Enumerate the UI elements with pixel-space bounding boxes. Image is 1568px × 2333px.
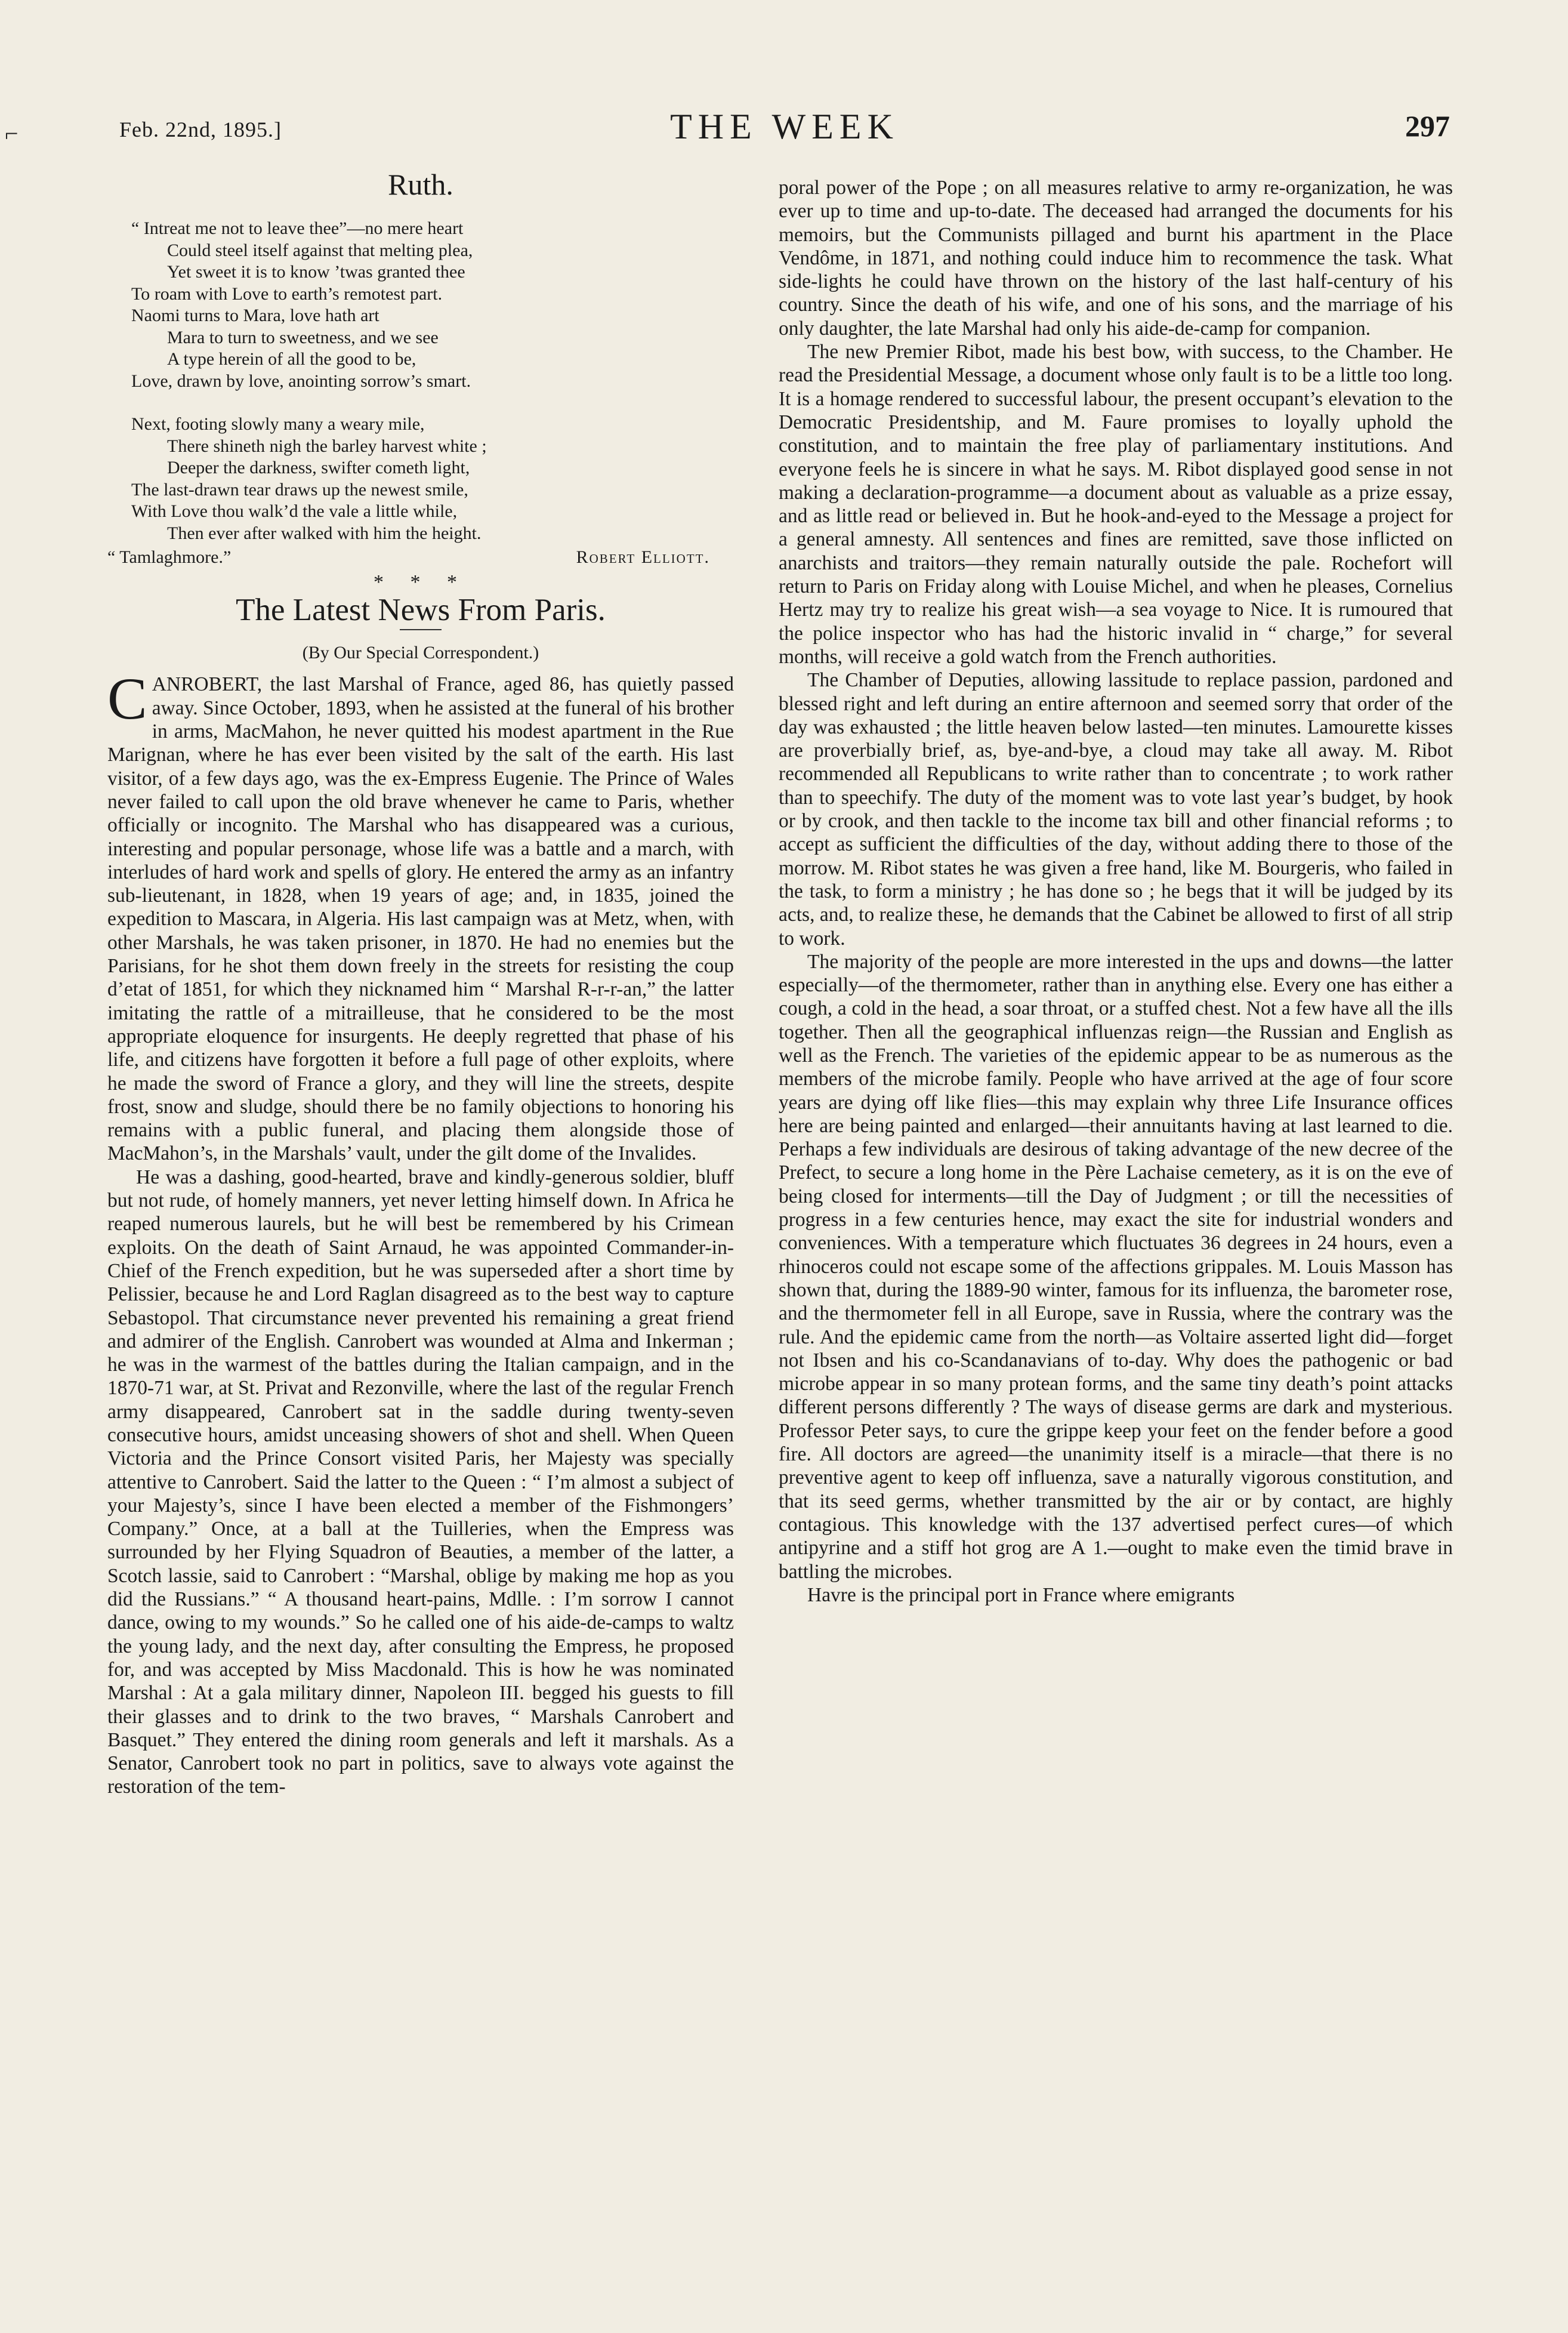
article-paragraph: The majority of the people are more interested in the ups and downs—the latter especially—of the thermometer, rather than in anything else. Every one has either a cough, a cold in the head, a soar throat, or a stuffed chest. Not a few have all the ills together. Then all the geographical influenzas reign—the Russian and English as well as the French. The varieties of the epidemic appear to be as numerous as the members of the microbe family. People who have arrived at the age of four score years are dying off like flies—this may explain why three Life Insurance offices here are being painted and enlarged—their annuitants having at last learned to die. Perhaps a few individuals are desirous of taking advantage of the new decree of the Prefect, to secure a long home in the Père Lachaise cemetery, as it is on the eve of being closed for interments—till the Day of Judgment ; or till the necessities of progress in a few centuries hence, may exact the site for industrial wonders and conveniences. With a temperature which fluctuates 36 degrees in 24 hours, even a rhinoceros could not escape some of the affections grippales. M. Louis Masson has shown that, during the 1889-90 winter, famous for its influenza, the barometer rose, and the thermometer fell in all Europe, save in Russia, where the contrary was the rule. And the epidemic came from the north—as Voltaire asserted light did—forget not Ibsen and his co-Scandanavians of to-day. Why does the pathogenic or bad microbe appear in so many protean forms, and the same tiny death’s point attacks different persons differently ? The ways of disease germs are dark and mysterious. Professor Peter says, to cure the grippe keep your feet on the fender before a good fire. All doctors are agreed—the unanimity itself is a miracle—that there is no preventive agent to keep off influenza, save a naturally vigorous constitution, and that its seed germs, whether transmitted by the air or by contact, are highly contagious. This knowledge with the 137 advertised perfect cures—of which antipyrine and a stiff hot grog are A 1.—ought to make even the timid brave in battling the microbes. <box>779 950 1453 1583</box>
article-paragraph: He was a dashing, good-hearted, brave and kindly-generous soldier, bluff but not rude, of homely manners, yet never letting himself down. In Africa he reaped numerous laurels, but he will best be remembered by his Crimean exploits. On the death of Saint Arnaud, he was appointed Commander-in-Chief of the French expedition, but he was superseded after a short time by Pelissier, because he and Lord Raglan disagreed as to the best way to capture Sebastopol. That circumstance never prevented his remaining a great friend and admirer of the English. Canrobert was wounded at Alma and Inkerman ; he was in the warmest of the battles during the Italian campaign, and in the 1870-71 war, at St. Privat and Rezonville, where the last of the regular French army disappeared, Canrobert sat in the saddle during twenty-seven consecutive hours, amidst unceasing showers of shot and shell. When Queen Victoria and the Prince Consort visited Paris, her Majesty was specially attentive to Canrobert. Said the latter to the Queen : “ I’m almost a subject of your Majesty’s, since I have been elected a member of the Fishmongers’ Company.” Once, at a ball at the Tuilleries, when the Empress was surrounded by her Flying Squadron of Beauties, a member of the latter, a Scotch lassie, said to Canrobert : “Marshal, oblige by making me hop as you did the Russians.” “ A thousand heart-pains, Mdlle. : I’m sorrow I cannot dance, owing to my wounds.” So he called one of his aide-de-camps to waltz the young lady, and the next day, after consulting the Empress, he proposed for, and was accepted by Miss Macdonald. This is how he was nominated Marshal : At a gala military dinner, Napoleon III. begged his guests to fill their glasses and to drink to the two braves, “ Marshals Canrobert and Basquet.” They entered the dining room generals and left it marshals. As a Senator, Canrobert took no part in politics, save to always vote against the restoration of the tem- <box>107 1166 734 1798</box>
poem-place: “ Tamlaghmore.” <box>107 547 232 568</box>
poem-line: Next, footing slowly many a weary mile, <box>131 414 425 434</box>
article-byline: (By Our Special Correspondent.) <box>302 643 539 663</box>
article-title: The Latest News From Paris. <box>236 592 606 627</box>
poem-author: Robert Elliott. <box>576 547 710 568</box>
title-rule <box>400 629 442 630</box>
paragraph-text: ANROBERT, the last Marshal of France, aged 86, has quietly passed away. Since October, 1893, when he assisted at the funeral of his brother in arms, MacMahon, he never quitted his modest apartment in the Rue Marignan, where he has ever been visited by the salt of the earth. His last visitor, of a few days ago, was the ex-Empress Eugenie. The Prince of Wales never failed to call upon the old brave whenever he came to Paris, whether officially or incognito. The Marshal who has disappeared was a curious, interesting and popular personage, whose life was a battle and a march, with interludes of hard work and spells of glory. He entered the army as an infantry sub-lieutenant, in 1828, when 19 years of age; and, in 1835, joined the expedition to Mascara, in Algeria. His last campaign was at Metz, when, with other Marshals, he was taken prisoner, in 1870. He had no enemies but the Parisians, for he shot them down freely in the streets for resisting the coup d’etat of 1851, for which they nicknamed him “ Marshal R-r-r-an,” the latter imitating the rattle of a mitrailleuse, that he considered to be the most appropriate eloquence for insurgents. He deeply regretted that phase of his life, and citizens have forgotten it before a full page of other exploits, where he made the sword of France a glory, and they will line the streets, despite frost, snow and sludge, should there be no family objections to honoring his remains with a public funeral, and placing them alongside those of MacMahon’s, in the Marshals’ vault, under the gilt dome of the Invalides. <box>107 673 734 1165</box>
article-paragraph: Havre is the principal port in France where emigrants <box>807 1583 1235 1606</box>
poem-line: Naomi turns to Mara, love hath art <box>131 306 379 326</box>
drop-cap: C <box>107 665 147 732</box>
article-paragraph <box>107 665 734 1165</box>
header-page-number: 297 <box>1405 109 1450 143</box>
poem-line: Could steel itself against that melting plea, <box>167 240 473 260</box>
poem-line: The last-drawn tear draws up the newest smile, <box>131 479 468 500</box>
article-paragraph: The new Premier Ribot, made his best bow, with success, to the Chamber. He read the Presidential Message, a document whose only fault is to be a little too long. It is a homage rendered to successful labour, the present occupant’s elevation to the Democratic Presidentship, and M. Faure promises to loyally uphold the constitution, and to maintain the free play of parliamentary institutions. And everyone feels he is sincere in what he says. M. Ribot displayed good sense in not making a declaration-programme—a document about as valuable as a prize essay, and as little read or believed in. But he hook-and-eyed to the Message a project for a general amnesty. All sentences and fines are remitted, save those inflicted on anarchists and traitors—they remain naturally outside the pale. Rochefort will return to Paris on Friday along with Louise Michel, and when he pleases, Cornelius Hertz may try to realize his great wish—a sea voyage to Nice. It is rumoured that the police inspector who has had the historic invalid in “ charge,” for several months, will receive a gold watch from the French authorities. <box>779 341 1453 668</box>
poem-line: Love, drawn by love, anointing sorrow’s smart. <box>131 371 471 391</box>
binding-mark: ⌐ <box>5 120 18 147</box>
poem <box>131 218 734 544</box>
right-column <box>779 176 1453 1607</box>
header-title: THE WEEK <box>670 107 899 146</box>
article-paragraph: The Chamber of Deputies, allowing lassitude to replace passion, pardoned and blessed right and left during an entire afternoon and seemed sorry that order of the day was exhausted ; the little heaven below lasted—ten minutes. Lamourette kisses are proverbially brief, as, bye-and-bye, a cloud may take all away. M. Ribot recommended all Republicans to write rather than to concentrate ; to work rather than to speechify. The duty of the moment was to vote last year’s budget, by hook or by crook, and then tackle to the income tax bill and other financial reforms ; to accept as sufficient the difficulties of the day, without adding there to those of the morrow. M. Ribot states he was given a free hand, like M. Bourgeris, who failed in the task, to form a ministry ; he has done so ; he begs that it will be judged by its acts, and, to realize these, he demands that the Cabinet be allowed to first of all strip to work. <box>779 669 1453 950</box>
poem-line: There shineth nigh the barley harvest white ; <box>167 436 487 456</box>
poem-line: Mara to turn to sweetness, and we see <box>167 327 439 347</box>
poem-line: Then ever after walked with him the height. <box>167 523 481 543</box>
poem-line: A type herein of all the good to be, <box>167 349 416 369</box>
poem-line: “ Intreat me not to leave thee”—no mere heart <box>131 218 464 239</box>
poem-signature <box>107 546 734 569</box>
poem-line: Deeper the darkness, swifter cometh light, <box>167 458 470 478</box>
article-paragraph: poral power of the Pope ; on all measures relative to army re-organization, he was ever up to time and up-to-date. The deceased had arranged the documents for his memoirs, but the Communists pillaged and burnt his apartment in the Place Vendôme, in 1871, and nothing could induce him to recommence the task. What side-lights he could have thrown on the history of the last half-century of his country. Since the death of his wife, and one of his sons, and the marriage of his only daughter, the late Marshal had only his aide-de-camp for companion. <box>779 177 1453 340</box>
left-column <box>107 168 734 1799</box>
poem-line: With Love thou walk’d the vale a little while, <box>131 501 458 522</box>
poem-line: Yet sweet it is to know ’twas granted thee <box>167 262 465 282</box>
poem-title: Ruth. <box>388 168 453 201</box>
page-header <box>119 106 1450 154</box>
poem-line: To roam with Love to earth’s remotest part. <box>131 283 443 304</box>
section-divider-stars: * * * <box>374 571 468 593</box>
header-date: Feb. 22nd, 1895.] <box>119 118 282 141</box>
